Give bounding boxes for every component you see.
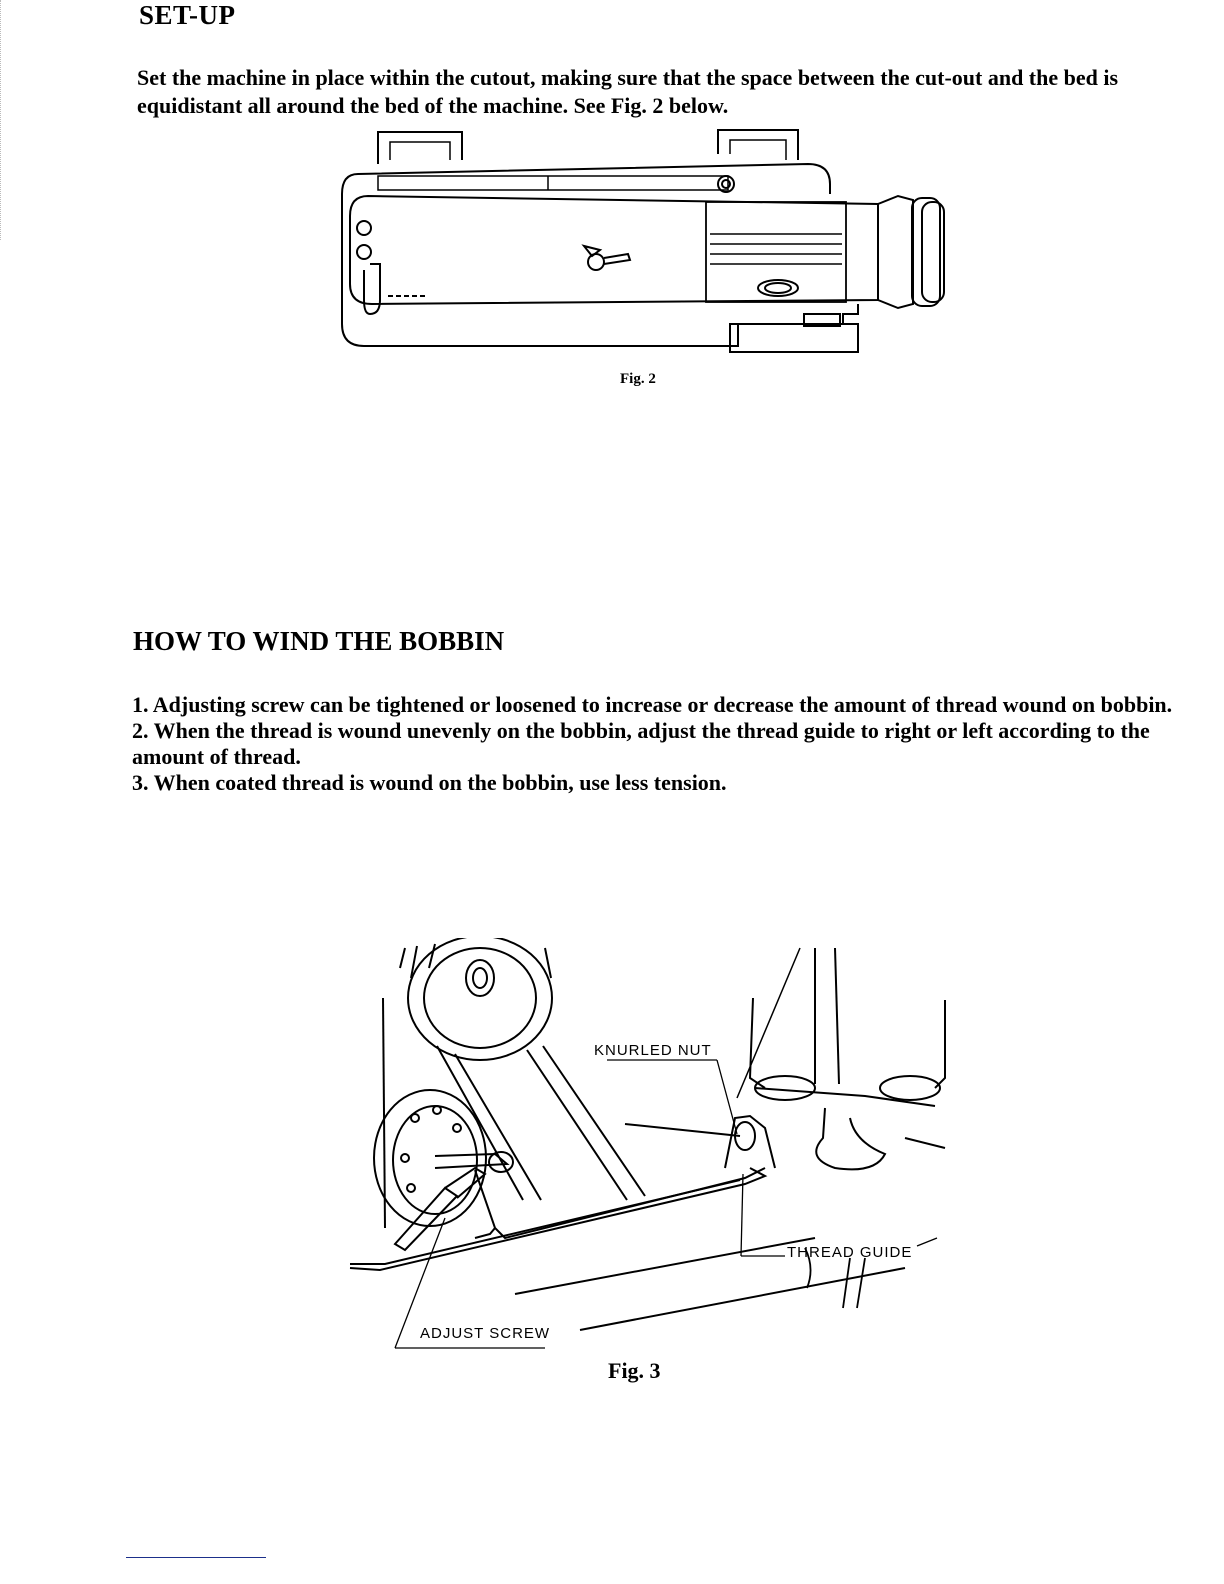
drive-belt [437,1046,645,1200]
setup-paragraph: Set the machine in place within the cutout, making sure that the space between the cut-out and the bed is equidistant all around the bed of the machine. See Fig. 2 below. [137,65,1119,118]
footer-rule [126,1557,266,1558]
bobbin-steps [132,692,1224,796]
bobbin-heading: HOW TO WIND THE BOBBIN [133,626,505,656]
figure-3-caption: Fig. 3 [608,1358,661,1383]
label-adjust-screw: ADJUST SCREW [420,1325,551,1342]
figure-3-bobbin-winder [345,938,955,1358]
label-thread-guide: THREAD GUIDE [787,1244,913,1261]
step-3: 3. When coated thread is wound on the bobbin, use less tension. [132,770,727,795]
scan-edge [0,0,4,240]
label-knurled-nut: KNURLED NUT [594,1042,712,1059]
hand-wheel [878,196,913,308]
step-2: 2. When the thread is wound unevenly on the bobbin, adjust the thread guide to right or left according to the amount of thread. [132,718,1150,769]
figure-2-machine-top-view [338,124,950,360]
figure-2-caption: Fig. 2 [620,371,656,387]
belt-pulley [408,938,552,1060]
setup-heading: SET-UP [139,0,236,30]
step-1: 1. Adjusting screw can be tightened or loosened to increase or decrease the amount of thread wound on bobbin. [132,692,1173,717]
